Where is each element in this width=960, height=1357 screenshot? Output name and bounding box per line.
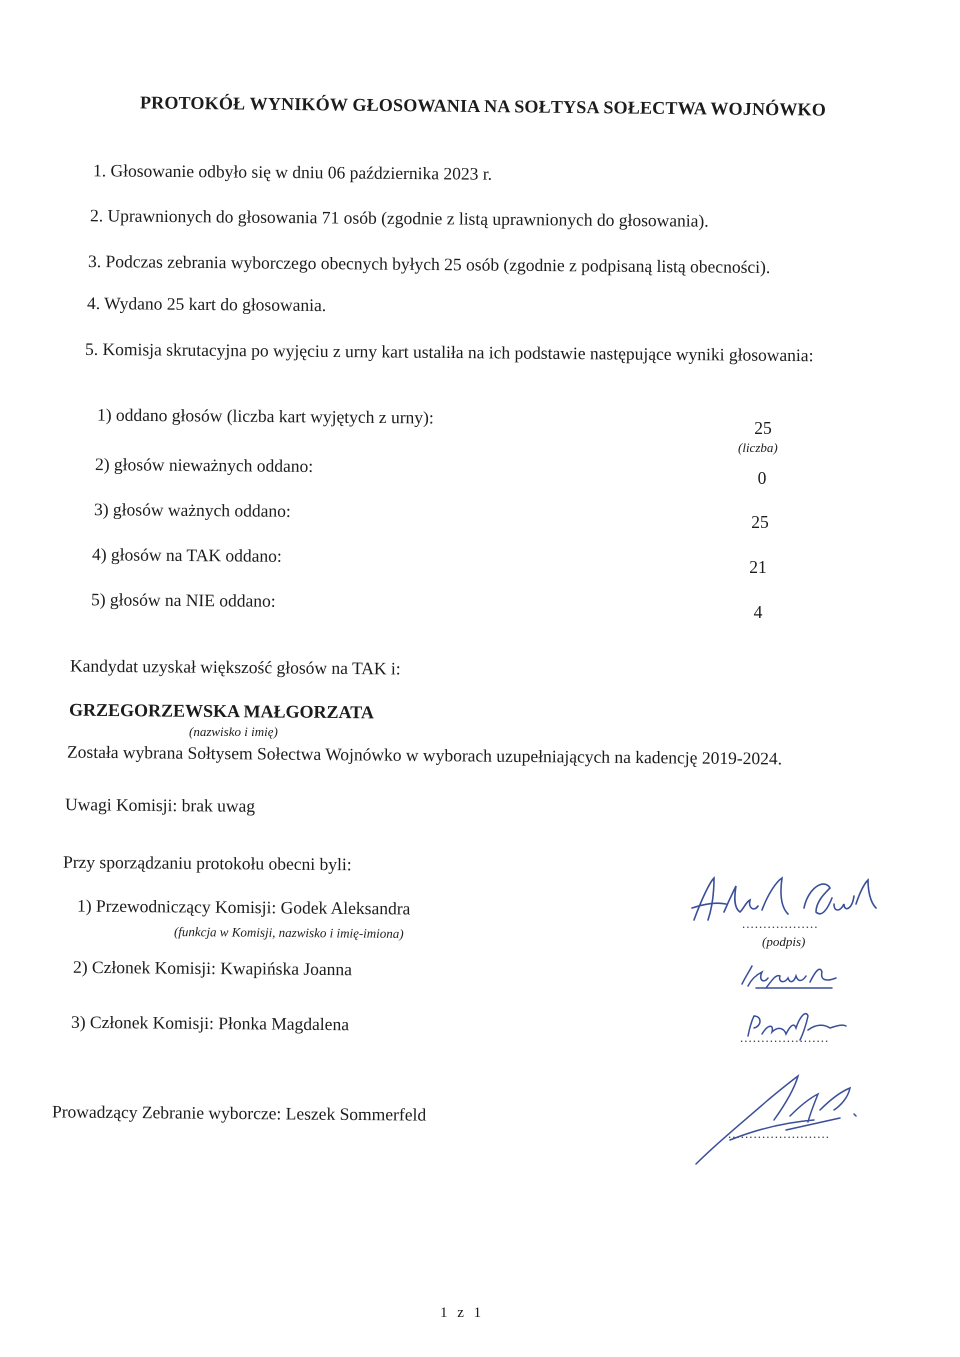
liczba-caption: (liczba)	[738, 440, 778, 455]
elected-text: Została wybrana Sołtysem Sołectwa Wojnówko w wyborach uzupełniających na kadencję 2019-2024.	[66, 741, 783, 769]
signature-line-4: ........................	[728, 1126, 830, 1141]
signature-line-1: ..................	[742, 916, 819, 931]
remarks-text: Uwagi Komisji: brak uwag	[64, 794, 256, 816]
member-1: 1) Przewodniczący Komisji: Godek Aleksandra	[76, 895, 411, 919]
result-value-2: 0	[757, 468, 767, 488]
result-label-3: 3) głosów ważnych oddano:	[93, 499, 291, 521]
result-label-1: 1) oddano głosów (liczba kart wyjętych z urny):	[96, 404, 434, 428]
signature-godek	[684, 868, 884, 940]
result-label-4: 4) głosów na TAK oddano:	[91, 544, 282, 566]
result-value-5: 4	[753, 602, 763, 622]
result-label-2: 2) głosów nieważnych oddano:	[94, 454, 314, 476]
candidate-caption: (nazwisko i imię)	[189, 724, 278, 739]
signature-kwapinska	[736, 960, 846, 1000]
member-3: 3) Członek Komisji: Płonka Magdalena	[70, 1011, 350, 1035]
result-value-4: 21	[749, 557, 767, 577]
result-value-1: 25	[754, 418, 772, 438]
point-3: 3. Podczas zebrania wyborczego obecnych byłych 25 osób (zgodnie z podpisaną listą obecności).	[87, 251, 771, 277]
member-2: 2) Członek Komisji: Kwapińska Joanna	[72, 956, 353, 980]
signature-line-3: .....................	[740, 1030, 830, 1045]
page-number: 1 z 1	[440, 1305, 485, 1321]
point-4: 4. Wydano 25 kart do głosowania.	[86, 292, 327, 316]
document-title: PROTOKÓŁ WYNIKÓW GŁOSOWANIA NA SOŁTYSA SOŁECTWA WOJNÓWKO	[139, 92, 827, 120]
result-label-5: 5) głosów na NIE oddano:	[90, 589, 276, 611]
point-5: 5. Komisja skrutacyjna po wyjęciu z urny kart ustaliła na ich podstawie następujące wyniki głosowania:	[84, 338, 814, 366]
function-caption: (funkcja w Komisji, nazwisko i imię-imiona)	[173, 923, 404, 942]
result-value-3: 25	[751, 512, 769, 532]
point-1: 1. Głosowanie odbyło się w dniu 06 października 2023 r.	[92, 160, 493, 184]
present-intro: Przy sporządzaniu protokołu obecni byli:	[62, 851, 352, 875]
majority-text: Kandydat uzyskał większość głosów na TAK i:	[69, 655, 401, 679]
chair-text: Prowadzący Zebranie wyborcze: Leszek Sommerfeld	[51, 1101, 427, 1125]
signature-plonka	[740, 1006, 850, 1046]
point-2: 2. Uprawnionych do głosowania 71 osób (zgodnie z listą uprawnionych do głosowania).	[89, 205, 709, 231]
signature-caption: (podpis)	[762, 934, 806, 949]
signature-sommerfeld	[690, 1070, 870, 1170]
candidate-name: GRZEGORZEWSKA MAŁGORZATA	[68, 699, 374, 723]
